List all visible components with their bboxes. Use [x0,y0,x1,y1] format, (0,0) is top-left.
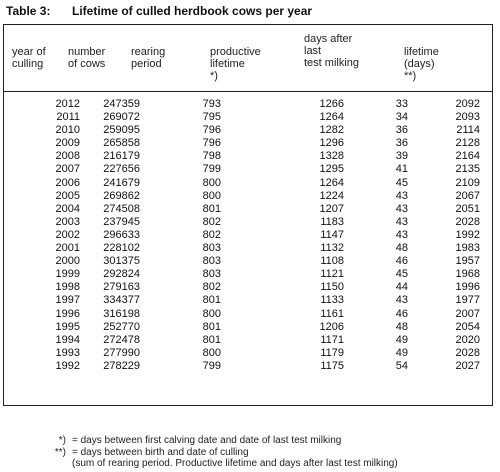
footnotes [42,435,398,470]
cell-days-after-test-milking: 36 [395,137,408,150]
table-row [4,347,492,360]
cell-lifetime: 2092 [455,98,480,110]
cell-productive-lifetime: 1266 [319,98,344,110]
cell-year: 1992 [55,359,80,372]
cell-lifetime: 2051 [455,202,480,215]
cell-rearing-period: 801 [202,202,221,215]
cell-rearing-period: 802 [202,215,221,228]
cell-number-of-cows: 292824 [103,268,140,281]
cell-year: 2008 [55,150,80,163]
cell-lifetime: 2020 [455,333,480,346]
cell-days-after-test-milking: 46 [395,307,408,320]
header-days-after-test-milking: days after last test milking [304,33,360,69]
cell-number-of-cows: 269072 [103,111,140,124]
cell-rearing-period: 795 [202,111,221,124]
cell-lifetime: 2135 [455,163,480,176]
cell-rearing-period: 796 [202,137,221,150]
cell-rearing-period: 800 [202,346,221,359]
cell-days-after-test-milking: 45 [395,176,408,189]
cell-lifetime: 2114 [456,124,480,137]
table-row [4,308,492,321]
table-row [4,137,492,150]
cell-productive-lifetime: 1150 [320,281,344,294]
table-title-text: Lifetime of culled herdbook cows per year [72,4,313,18]
table-frame [3,24,493,406]
cell-days-after-test-milking: 33 [395,98,408,110]
cell-number-of-cows: 241679 [103,176,140,189]
cell-days-after-test-milking: 43 [395,215,408,228]
header-lifetime-days: lifetime (days) **) [404,46,439,82]
cell-lifetime: 2054 [455,320,480,333]
cell-days-after-test-milking: 49 [395,346,408,359]
table-number: Table 3: [6,4,51,18]
table-row [4,203,492,216]
cell-rearing-period: 793 [202,98,221,110]
cell-number-of-cows: 228102 [103,242,140,255]
cell-year: 2004 [55,202,80,215]
cell-productive-lifetime: 1183 [320,215,344,228]
cell-rearing-period: 800 [202,176,221,189]
cell-days-after-test-milking: 43 [395,294,408,307]
cell-year: 1997 [55,294,80,307]
header-year: year of culling [12,46,46,70]
cell-lifetime: 2164 [455,150,480,163]
cell-days-after-test-milking: 34 [395,111,408,124]
cell-days-after-test-milking: 48 [395,242,408,255]
cell-productive-lifetime: 1224 [319,189,344,202]
cell-number-of-cows: 265858 [103,137,140,150]
table-row [4,150,492,163]
cell-number-of-cows: 237945 [103,215,140,228]
header-rearing-period: rearing period [131,46,166,70]
cell-days-after-test-milking: 54 [395,359,408,372]
table-row [4,111,492,124]
cell-lifetime: 2067 [455,189,480,202]
cell-number-of-cows: 274508 [103,202,140,215]
cell-lifetime: 2028 [455,346,480,359]
cell-days-after-test-milking: 43 [395,202,408,215]
cell-productive-lifetime: 1171 [320,333,344,346]
cell-rearing-period: 800 [202,189,221,202]
footnote-2-continuation: (sum of rearing period. Productive lifetime and days after last test milking) [72,458,398,469]
header-divider [4,91,492,92]
cell-lifetime: 2007 [455,307,480,320]
cell-days-after-test-milking: 48 [395,320,408,333]
cell-days-after-test-milking: 43 [395,189,408,202]
cell-year: 2005 [55,189,80,202]
cell-number-of-cows: 278229 [103,359,140,372]
cell-days-after-test-milking: 36 [395,124,408,137]
cell-rearing-period: 798 [202,150,221,163]
cell-year: 1996 [55,307,80,320]
cell-year: 2007 [55,163,80,176]
footnote-1: *) = days between first calving date and date of last test milking [58,435,342,446]
cell-rearing-period: 803 [202,268,221,281]
cell-rearing-period: 801 [202,294,221,307]
cell-lifetime: 1968 [455,268,480,281]
cell-rearing-period: 803 [202,242,221,255]
cell-days-after-test-milking: 43 [395,228,408,241]
cell-productive-lifetime: 1161 [320,307,344,320]
table-row [4,268,492,281]
cell-lifetime: 1983 [455,242,480,255]
cell-year: 2011 [56,111,80,124]
cell-productive-lifetime: 1179 [320,346,344,359]
cell-year: 1993 [55,346,80,359]
cell-year: 1995 [55,320,80,333]
cell-year: 1998 [55,281,80,294]
table-row [4,321,492,334]
cell-days-after-test-milking: 39 [395,150,408,163]
cell-rearing-period: 799 [202,359,221,372]
table-row [4,163,492,176]
table-row [4,216,492,229]
cell-number-of-cows: 227656 [103,163,140,176]
cell-productive-lifetime: 1328 [319,150,344,163]
cell-number-of-cows: 272478 [103,333,140,346]
cell-year: 1999 [55,268,80,281]
cell-number-of-cows: 252770 [103,320,140,333]
cell-productive-lifetime: 1264 [319,111,344,124]
table-row [4,190,492,203]
cell-lifetime: 2128 [455,137,480,150]
cell-productive-lifetime: 1207 [319,202,344,215]
cell-number-of-cows: 334377 [103,294,140,307]
table-row [4,229,492,242]
cell-year: 2001 [55,242,80,255]
cell-lifetime: 2028 [455,215,480,228]
cell-number-of-cows: 279163 [103,281,140,294]
table-body [4,98,492,373]
cell-number-of-cows: 269862 [103,189,140,202]
table-row [4,281,492,294]
cell-rearing-period: 803 [202,255,221,268]
cell-productive-lifetime: 1121 [320,268,344,281]
cell-lifetime: 1992 [455,228,480,241]
cell-rearing-period: 796 [202,124,221,137]
cell-number-of-cows: 259095 [103,124,140,137]
cell-lifetime: 1977 [455,294,480,307]
cell-year: 2006 [55,176,80,189]
table-row [4,242,492,255]
table-row [4,255,492,268]
cell-number-of-cows: 277990 [103,346,140,359]
table-row [4,98,492,111]
cell-year: 2003 [55,215,80,228]
cell-rearing-period: 801 [202,320,221,333]
cell-productive-lifetime: 1206 [319,320,344,333]
cell-number-of-cows: 296633 [103,228,140,241]
cell-rearing-period: 799 [202,163,221,176]
cell-days-after-test-milking: 41 [395,163,408,176]
table-row [4,294,492,307]
table-row [4,334,492,347]
footnote-2: **) = days between birth and date of culling [54,446,249,458]
cell-rearing-period: 802 [202,281,221,294]
cell-number-of-cows: 247359 [103,98,140,110]
cell-days-after-test-milking: 46 [395,255,408,268]
cell-productive-lifetime: 1108 [320,255,344,268]
header-number-of-cows: number of cows [68,46,106,70]
cell-year: 1994 [55,333,80,346]
cell-rearing-period: 800 [202,307,221,320]
cell-productive-lifetime: 1175 [320,359,344,372]
cell-year: 2009 [55,137,80,150]
cell-rearing-period: 801 [202,333,221,346]
cell-productive-lifetime: 1133 [320,294,344,307]
cell-days-after-test-milking: 44 [395,281,408,294]
cell-days-after-test-milking: 49 [395,333,408,346]
cell-productive-lifetime: 1264 [319,176,344,189]
cell-year: 2010 [55,124,80,137]
table-row [4,360,492,373]
cell-number-of-cows: 301375 [103,255,140,268]
cell-rearing-period: 802 [202,228,221,241]
cell-lifetime: 2027 [455,359,480,372]
cell-number-of-cows: 216179 [103,150,140,163]
table-title [6,4,312,18]
cell-days-after-test-milking: 45 [395,268,408,281]
cell-lifetime: 2109 [455,176,480,189]
cell-productive-lifetime: 1282 [319,124,344,137]
cell-productive-lifetime: 1296 [319,137,344,150]
cell-year: 2012 [55,98,80,110]
header-productive-lifetime: productive lifetime *) [210,46,261,82]
cell-year: 2000 [55,255,80,268]
cell-number-of-cows: 316198 [103,307,140,320]
table-row [4,177,492,190]
table-row [4,124,492,137]
cell-productive-lifetime: 1132 [320,242,344,255]
cell-lifetime: 1996 [455,281,480,294]
cell-productive-lifetime: 1147 [320,228,344,241]
cell-productive-lifetime: 1295 [319,163,344,176]
cell-year: 2002 [55,228,80,241]
cell-lifetime: 1957 [455,255,480,268]
cell-lifetime: 2093 [455,111,480,124]
